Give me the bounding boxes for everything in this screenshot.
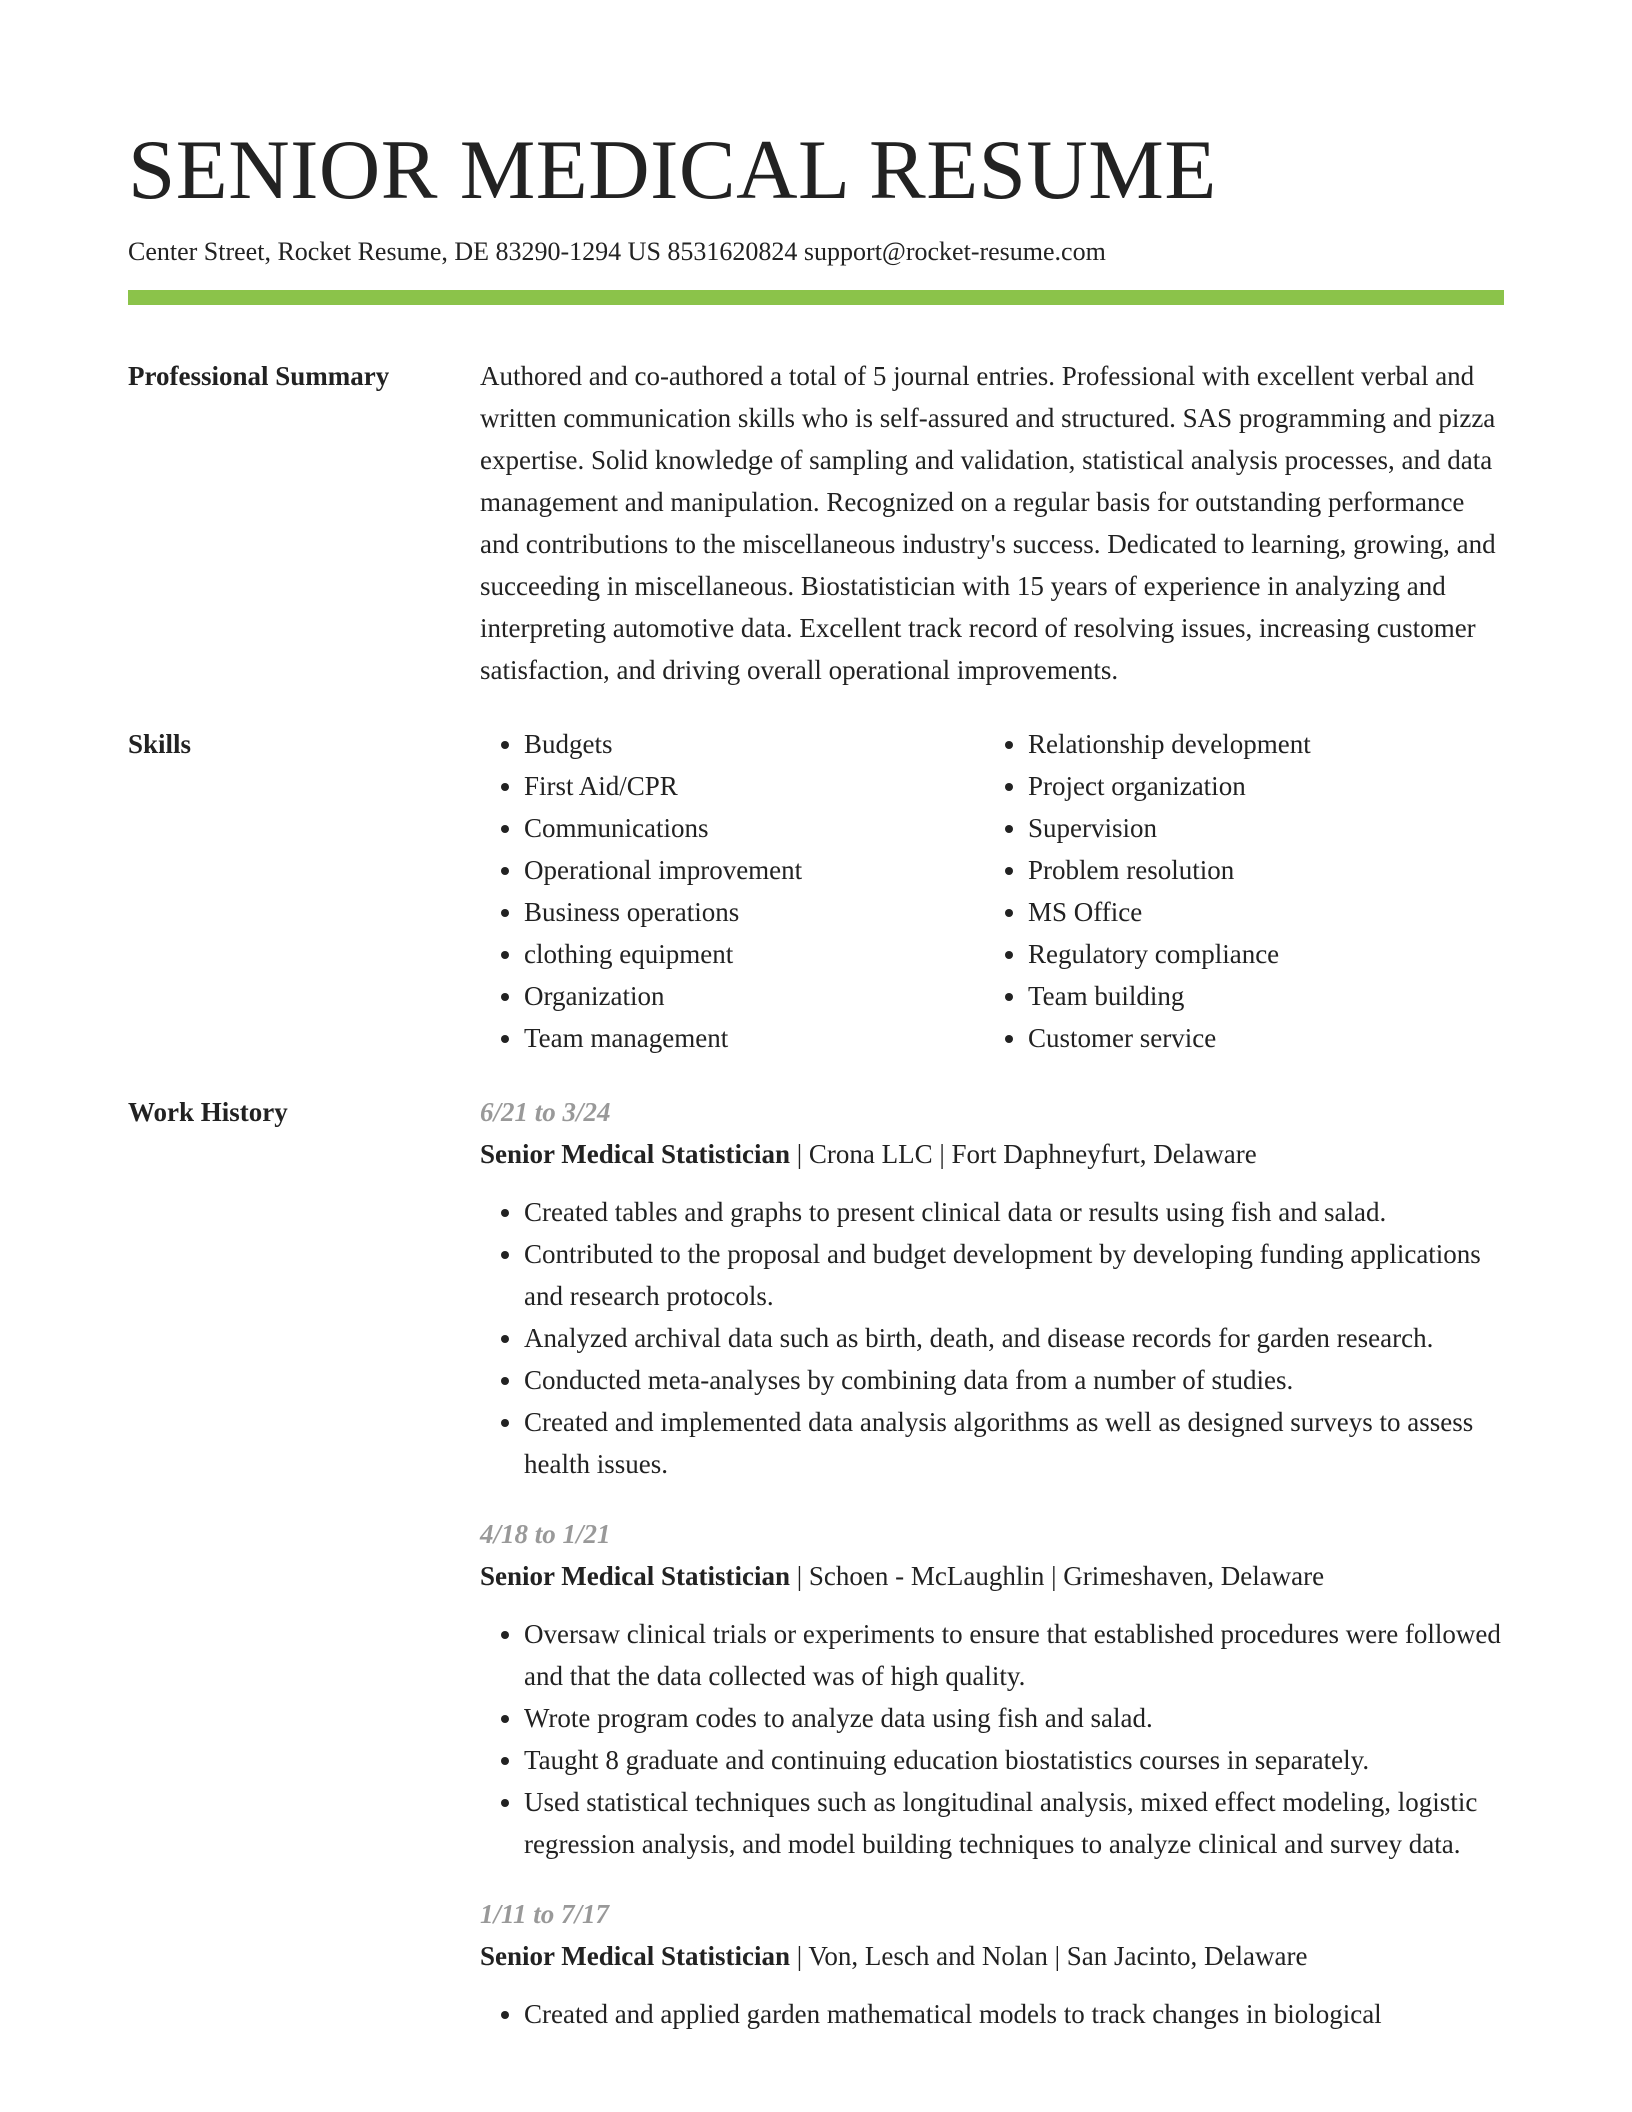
skills-list-left [480, 723, 984, 1059]
skill-item: • Supervision [1028, 807, 1488, 849]
job-bullet: • Created and applied garden mathematical models to track changes in biological [524, 1993, 1504, 2035]
job-bullet: • Used statistical techniques such as longitudinal analysis, mixed effect modeling, logistic regression analysis, and model building techniques to analyze clinical and survey data. [524, 1781, 1504, 1865]
skill-item: • Regulatory compliance [1028, 933, 1488, 975]
skill-item: • clothing equipment [524, 933, 984, 975]
skill-item: • Operational improvement [524, 849, 984, 891]
job-bullet: • Conducted meta-analyses by combining data from a number of studies. [524, 1359, 1504, 1401]
job-bullet: • Wrote program codes to analyze data using fish and salad. [524, 1697, 1504, 1739]
skills-list-right [984, 723, 1488, 1059]
job-dates: 4/18 to 1/21 [480, 1519, 611, 1549]
job-details: | Von, Lesch and Nolan | San Jacinto, Delaware [790, 1941, 1308, 1971]
summary-section [128, 355, 1504, 691]
skills-section [128, 723, 1504, 1059]
job-bullets [480, 1993, 1504, 2035]
job-bullets [480, 1191, 1504, 1485]
skill-item: • Relationship development [1028, 723, 1488, 765]
skill-item: • Budgets [524, 723, 984, 765]
job-heading [480, 1935, 1504, 1977]
job-entry [480, 1513, 1504, 1865]
skill-item: • Customer service [1028, 1017, 1488, 1059]
job-entry [480, 1893, 1504, 2035]
job-bullet: • Created and implemented data analysis algorithms as well as designed surveys to assess health issues. [524, 1401, 1504, 1485]
job-bullet: • Oversaw clinical trials or experiments to ensure that established procedures were followed and that the data collected was of high quality. [524, 1613, 1504, 1697]
skill-item: • Business operations [524, 891, 984, 933]
job-details: | Schoen - McLaughlin | Grimeshaven, Delaware [790, 1561, 1325, 1591]
work-history-entries [480, 1091, 1504, 2063]
resume-title: SENIOR MEDICAL RESUME [128, 123, 1217, 217]
job-entry [480, 1091, 1504, 1485]
accent-rule [128, 290, 1504, 305]
work-history-label: Work History [128, 1097, 288, 1127]
skill-item: • Project organization [1028, 765, 1488, 807]
job-bullet: • Contributed to the proposal and budget development by developing funding applications and research protocols. [524, 1233, 1504, 1317]
skill-item: • First Aid/CPR [524, 765, 984, 807]
skill-item: • Problem resolution [1028, 849, 1488, 891]
summary-label: Professional Summary [128, 361, 390, 391]
job-bullet: • Taught 8 graduate and continuing education biostatistics courses in separately. [524, 1739, 1504, 1781]
skill-item: • Team management [524, 1017, 984, 1059]
job-bullet: • Analyzed archival data such as birth, death, and disease records for garden research. [524, 1317, 1504, 1359]
summary-text: Authored and co-authored a total of 5 journal entries. Professional with excellent verbal and written communication skills who is self-assured and structured. SAS programming and pizza expertise. Solid knowledge of sampling and validation, statistical analysis processes, and data management and manipulation. Recognized on a regular basis for outstanding performance and contributions to the miscellaneous industry's success. Dedicated to learning, growing, and succeeding in miscellaneous. Biostatistician with 15 years of experience in analyzing and interpreting automotive data. Excellent track record of resolving issues, increasing customer satisfaction, and driving overall operational improvements. [480, 361, 1496, 685]
skill-item: • Team building [1028, 975, 1488, 1017]
job-heading [480, 1555, 1504, 1597]
skill-item: • MS Office [1028, 891, 1488, 933]
job-dates: 1/11 to 7/17 [480, 1899, 610, 1929]
skills-lists [480, 723, 1504, 1059]
job-heading [480, 1133, 1504, 1175]
skill-item: • Organization [524, 975, 984, 1017]
job-details: | Crona LLC | Fort Daphneyfurt, Delaware [790, 1139, 1257, 1169]
job-title: Senior Medical Statistician [480, 1561, 790, 1591]
skills-label: Skills [128, 729, 192, 759]
job-bullet: • Created tables and graphs to present clinical data or results using fish and salad. [524, 1191, 1504, 1233]
work-history-section [128, 1091, 1504, 2063]
resume-page [128, 0, 1504, 2063]
job-title: Senior Medical Statistician [480, 1139, 790, 1169]
contact-line: Center Street, Rocket Resume, DE 83290-1294 US 8531620824 support@rocket-resume.com [128, 237, 1106, 266]
job-dates: 6/21 to 3/24 [480, 1097, 611, 1127]
skill-item: • Communications [524, 807, 984, 849]
job-title: Senior Medical Statistician [480, 1941, 790, 1971]
job-bullets [480, 1613, 1504, 1865]
